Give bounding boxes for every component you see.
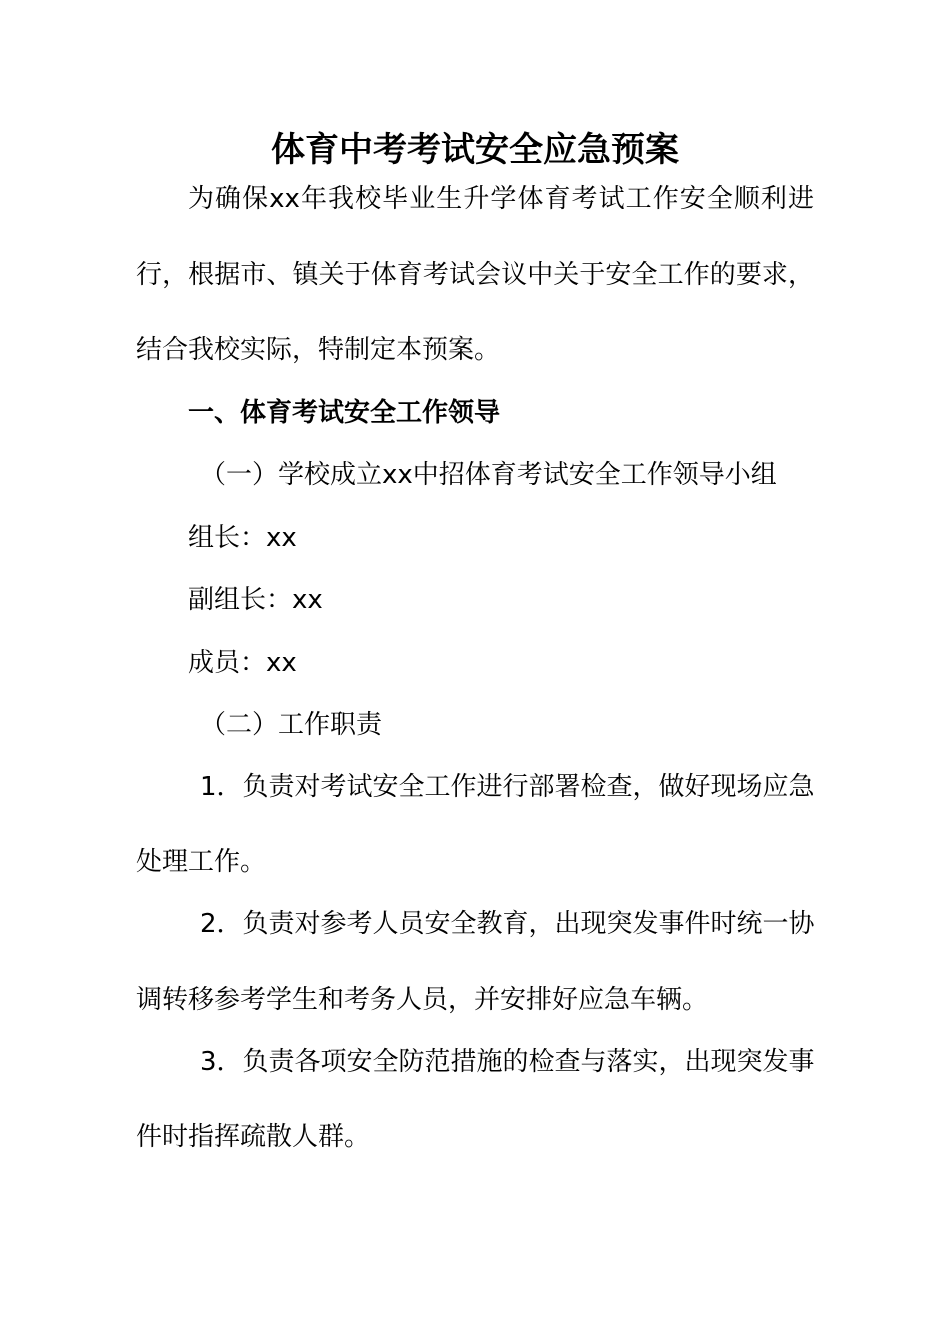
duty-item-3-line-1: 3．负责各项安全防范措施的检查与落实，出现突发事	[200, 1047, 815, 1077]
document-title: 体育中考考试安全应急预案	[271, 130, 679, 170]
duty-item-3-line-2: 件时指挥疏散人群。	[136, 1122, 371, 1152]
members-line: 成员：xx	[188, 648, 297, 678]
subsection-2-heading: （二）工作职责	[200, 710, 383, 740]
duty-item-2-line-1: 2．负责对参考人员安全教育，出现突发事件时统一协	[200, 909, 815, 939]
intro-line-1: 为确保xx年我校毕业生升学体育考试工作安全顺利进	[188, 184, 814, 214]
duty-item-1-line-2: 处理工作。	[136, 847, 267, 877]
leader-line: 组长：xx	[188, 523, 297, 553]
intro-line-3: 结合我校实际，特制定本预案。	[136, 335, 501, 365]
subsection-1-heading: （一）学校成立xx中招体育考试安全工作领导小组	[200, 460, 777, 490]
section-1-heading: 一、体育考试安全工作领导	[188, 398, 501, 428]
duty-item-1-line-1: 1．负责对考试安全工作进行部署检查，做好现场应急	[200, 772, 815, 802]
deputy-leader-line: 副组长：xx	[188, 585, 323, 615]
intro-line-2: 行，根据市、镇关于体育考试会议中关于安全工作的要求，	[136, 260, 814, 290]
duty-item-2-line-2: 调转移参考学生和考务人员，并安排好应急车辆。	[136, 985, 709, 1015]
